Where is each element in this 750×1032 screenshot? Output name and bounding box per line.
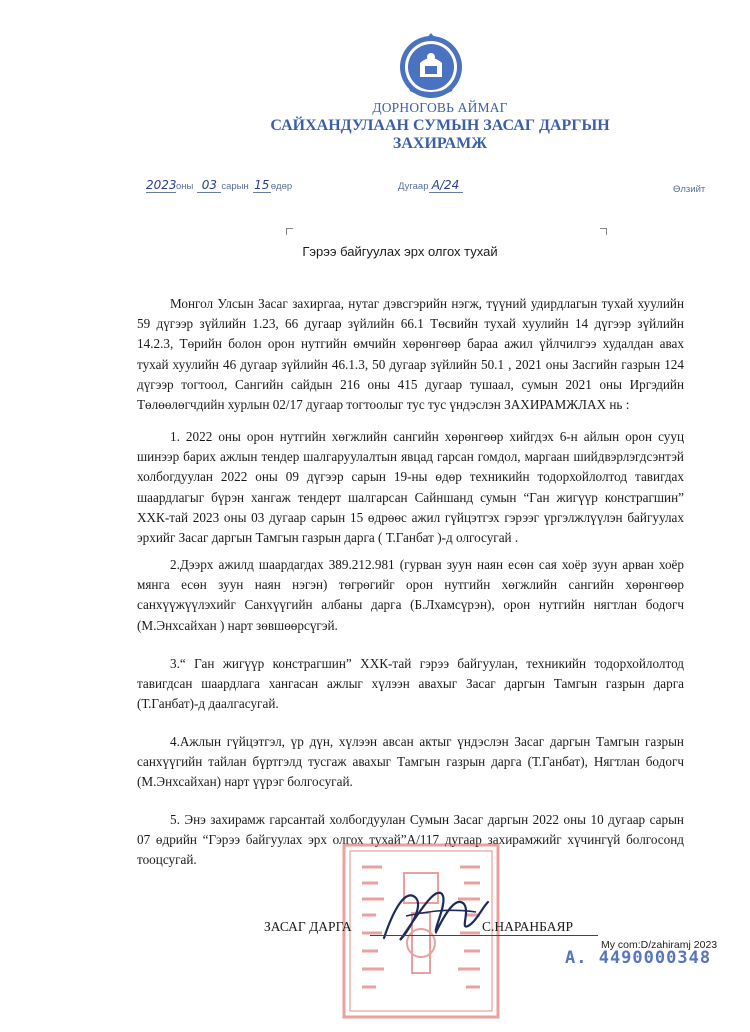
date-day: 15 xyxy=(254,178,270,192)
corner-mark-right xyxy=(600,228,607,235)
clause-5: 5. Энэ захирамж гарсантай холбогдуулан Сумын Засаг даргын 2022 оны 10 дугаар сарын 07 өдрийн “Гэрээ байгуулах эрх олгох тухай”А/117 дугаар захирамжийг хүчингүй болгосонд тооцсугай. xyxy=(137,812,684,868)
state-emblem-icon xyxy=(398,33,464,105)
signature-icon xyxy=(376,868,494,960)
signatory-name: С.НАРАНБАЯР xyxy=(482,919,573,934)
year-label: оны xyxy=(176,181,194,192)
clause-3: 3.“ Ган жигүүр констрагшин” ХХК-тай гэрээ байгуулан, техникийн тодорхойлолтод тавигдсан шаардлага хангасан ажлыг хүлээн авахыг Засаг даргын Тамгын газрын дарга (Т.Ганбат)-д даалгасугай. xyxy=(137,656,684,712)
signature-line xyxy=(370,935,598,936)
number-label: Дугаар xyxy=(398,181,429,192)
soum-governor-title: САЙХАНДУЛААН СУМЫН ЗАСАГ ДАРГЫН xyxy=(270,117,610,134)
aimag-name: ДОРНОГОВЬ АЙМАГ xyxy=(372,100,508,115)
decree-subject: Гэрээ байгуулах эрх олгох тухай xyxy=(302,244,498,259)
date-month: 03 xyxy=(197,178,221,193)
place-name: Өлзийт xyxy=(673,184,706,195)
day-label: өдөр xyxy=(270,181,293,192)
decree-number-line xyxy=(398,176,463,194)
scan-watermark: My com:D/zahiramj 2023 xyxy=(601,939,718,951)
clause-1: 1. 2022 оны орон нутгийн хөгжлийн сангийн хөрөнгөөр хийгдэх 6-н айлын орон сууц шинээр барих ажлын тендер шалгаруулалтын явцад гарсан гомдол, маргаан шийдвэрлэгдсэнтэй холбогдуулан 2022 оны 09 дүгээр сарын 19-ны өдөр техникийн тодорхойлолтод тавигдах шаардлагыг бүрэн хангаж тендерт шалгарсан Сайншанд сумын “Ган жигүүр констрагшин” ХХК-тай 2023 оны 03 дугаар сарын 15 өдрөөс ажил гүйцэтгэх гэрээг үргэлжлүүлэн байгуулах эрхийг Засаг даргын Тамгын газрын дарга ( Т.Ганбат )-д олгосугай . xyxy=(137,429,684,546)
signatory-title: ЗАСАГ ДАРГА xyxy=(264,919,352,934)
corner-mark-left xyxy=(286,228,293,235)
month-label: сарын xyxy=(221,181,249,192)
serial-number: А. 4490000348 xyxy=(565,948,712,968)
decree-number: А/24 xyxy=(429,178,463,193)
clause-2: 2.Дээрх ажилд шаардагдах 389.212.981 (гурван зуун наян есөн сая хоёр зуун арван хоёр мянга есөн зуун наян нэгэн) төгрөгийг орон нутгийн хөгжлийн сангийн хөрөнгөөр санхүүжүүлэхийг Санхүүгийн албаны дарга (Б.Лхамсүрэн), орон нутгийн нягтлан бодогч (М.Энхсайхан ) нарт зөвшөөрсүгэй. xyxy=(137,557,684,633)
clause-4: 4.Ажлын гүйцэтгэл, үр дүн, хүлээн авсан актыг үндэслэн Засаг даргын Тамгын газрын санхүүгийн тайлан бүртгэлд тусгаж авахыг Тамгын газрын дарга (Т.Ганбат), Нягтлан бодогч (М.Энхсайхан) нарт үүрэг болгосугай. xyxy=(137,734,684,790)
document-type: ЗАХИРАМЖ xyxy=(392,135,488,152)
date-line xyxy=(146,176,292,194)
intro-paragraph: Монгол Улсын Засаг захиргаа, нутаг дэвсгэрийн нэгж, түүний удирдлагын тухай хуулийн 59 дүгээр зүйлийн 1.23, 66 дугаар зүйлийн 66.1 Төсвийн тухай хуулийн 14 дүгээр зүйлийн 14.2.3, Төрийн болон орон нутгийн өмчийн хөрөнгөөр бараа ажил үйлчилгээ худалдан авах тухай хуулийн 46 дугаар зүйлийн 46.1.3, 50 дугаар зүйлийн 50.1 , 2021 оны Засгийн газрын 124 дүгээр тогтоол, Сангийн сайдын 216 оны 415 дугаар тушаал, сумын 2021 оны Иргэдийн Төлөөлөгчдийн хурлын 02/17 дугаар тогтоолыг тус тус үндэслэн ЗАХИРАМЖЛАХ нь : xyxy=(137,296,684,413)
date-year: 2023 xyxy=(146,178,177,192)
